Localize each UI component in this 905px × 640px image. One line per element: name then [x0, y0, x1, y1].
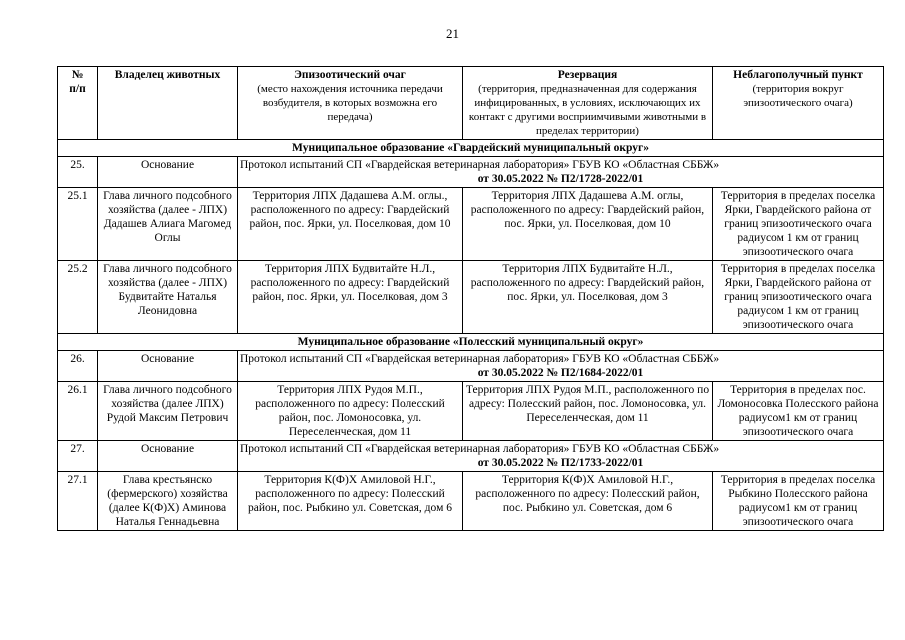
basis-text: [238, 157, 884, 188]
header-reservation-sub: (территория, предназначенная для содержания инфицированных, в условиях, исключающих их контакт с другими восприимчивыми животными в пределах территории): [468, 83, 707, 137]
basis-label: Основание: [98, 157, 238, 188]
header-reservation-title: Резервация: [557, 69, 618, 81]
basis-row: [58, 351, 884, 382]
row-focus: Территория ЛПХ Будвитайте Н.Л., расположенного по адресу: Гвардейский район, пос. Ярки, ул. Поселковая, дом 3: [238, 261, 463, 334]
table-row: [58, 261, 884, 334]
row-reservation: Территория К(Ф)Х Амиловой Н.Г., расположенного по адресу: Полесский район, пос. Рыбкино ул. Советская, дом 6: [463, 472, 713, 531]
basis-text: [238, 441, 884, 472]
row-num: 27.1: [58, 472, 98, 531]
section-title-row: [58, 140, 884, 157]
epizootic-register-table: [57, 66, 884, 531]
row-reservation: Территория ЛПХ Будвитайте Н.Л., расположенного по адресу: Гвардейский район, пос. Ярки, ул. Поселковая, дом 3: [463, 261, 713, 334]
row-focus: Территория ЛПХ Дадашева А.М. оглы., расположенного по адресу: Гвардейский район, пос. Ярки, ул. Поселковая, дом 10: [238, 188, 463, 261]
row-num: 25.1: [58, 188, 98, 261]
row-focus: Территория ЛПХ Рудоя М.П., расположенного по адресу: Полесский район, пос. Ломоносовка, ул. Переселенческая, дом 11: [238, 382, 463, 441]
basis-text: [238, 351, 884, 382]
header-num: № п/п: [58, 67, 98, 140]
basis-date-number: от 30.05.2022 № П2/1684-2022/01: [477, 367, 644, 379]
row-unsafe: Территория в пределах поселка Ярки, Гвардейского района от границ эпизоотического очага радиусом 1 км от границ эпизоотического очага: [713, 261, 884, 334]
section-title: Муниципальное образование «Полесский муниципальный округ»: [58, 334, 884, 351]
header-unsafe-sub: (территория вокруг эпизоотического очага): [743, 83, 853, 109]
basis-row: [58, 157, 884, 188]
table-row: [58, 188, 884, 261]
table-header-row: [58, 67, 884, 140]
row-owner: Глава личного подсобного хозяйства (далее - ЛПХ) Будвитайте Наталья Леонидовна: [98, 261, 238, 334]
header-focus-sub: (место нахождения источника передачи возбудителя, в которых возможна его передача): [257, 83, 443, 123]
basis-row: [58, 441, 884, 472]
basis-protocol: Протокол испытаний СП «Гвардейская ветеринарная лаборатория» ГБУВ КО «Областная СББЖ»: [240, 353, 720, 365]
basis-date-number: от 30.05.2022 № П2/1733-2022/01: [477, 457, 644, 469]
table-row: [58, 382, 884, 441]
basis-label: Основание: [98, 441, 238, 472]
basis-label: Основание: [98, 351, 238, 382]
section-title: Муниципальное образование «Гвардейский муниципальный округ»: [58, 140, 884, 157]
row-reservation: Территория ЛПХ Рудоя М.П., расположенного по адресу: Полесский район, пос. Ломоносовка, ул. Переселенческая, дом 11: [463, 382, 713, 441]
row-owner: Глава крестьянско (фермерского) хозяйства (далее К(Ф)Х) Аминова Наталья Геннадьевна: [98, 472, 238, 531]
header-focus-title: Эпизоотический очаг: [294, 69, 406, 81]
header-unsafe-title: Неблагополучный пункт: [733, 69, 863, 81]
section-title-row: [58, 334, 884, 351]
basis-num: 25.: [58, 157, 98, 188]
basis-date-number: от 30.05.2022 № П2/1728-2022/01: [477, 173, 644, 185]
row-unsafe: Территория в пределах пос. Ломоносовка Полесского района радиусом1 км от границ эпизоотического очага: [713, 382, 884, 441]
row-unsafe: Территория в пределах поселка Рыбкино Полесского района радиусом1 км от границ эпизоотического очага: [713, 472, 884, 531]
basis-protocol: Протокол испытаний СП «Гвардейская ветеринарная лаборатория» ГБУВ КО «Областная СББЖ»: [240, 159, 720, 171]
header-reservation: [463, 67, 713, 140]
header-focus: [238, 67, 463, 140]
page-number: 21: [446, 26, 459, 41]
basis-num: 27.: [58, 441, 98, 472]
row-reservation: Территория ЛПХ Дадашева А.М. оглы, расположенного по адресу: Гвардейский район, пос. Ярки, ул. Поселковая, дом 10: [463, 188, 713, 261]
row-owner: Глава личного подсобного хозяйства (далее ЛПХ) Рудой Максим Петрович: [98, 382, 238, 441]
header-unsafe-point: [713, 67, 884, 140]
header-owner: Владелец животных: [98, 67, 238, 140]
row-num: 25.2: [58, 261, 98, 334]
row-unsafe: Территория в пределах поселка Ярки, Гвардейского района от границ эпизоотического очага радиусом 1 км от границ эпизоотического очага: [713, 188, 884, 261]
row-owner: Глава личного подсобного хозяйства (далее - ЛПХ) Дадашев Алиага Магомед Оглы: [98, 188, 238, 261]
row-num: 26.1: [58, 382, 98, 441]
basis-num: 26.: [58, 351, 98, 382]
basis-protocol: Протокол испытаний СП «Гвардейская ветеринарная лаборатория» ГБУВ КО «Областная СББЖ»: [240, 443, 720, 455]
table-row: [58, 472, 884, 531]
row-focus: Территория К(Ф)Х Амиловой Н.Г., расположенного по адресу: Полесский район, пос. Рыбкино ул. Советская, дом 6: [238, 472, 463, 531]
